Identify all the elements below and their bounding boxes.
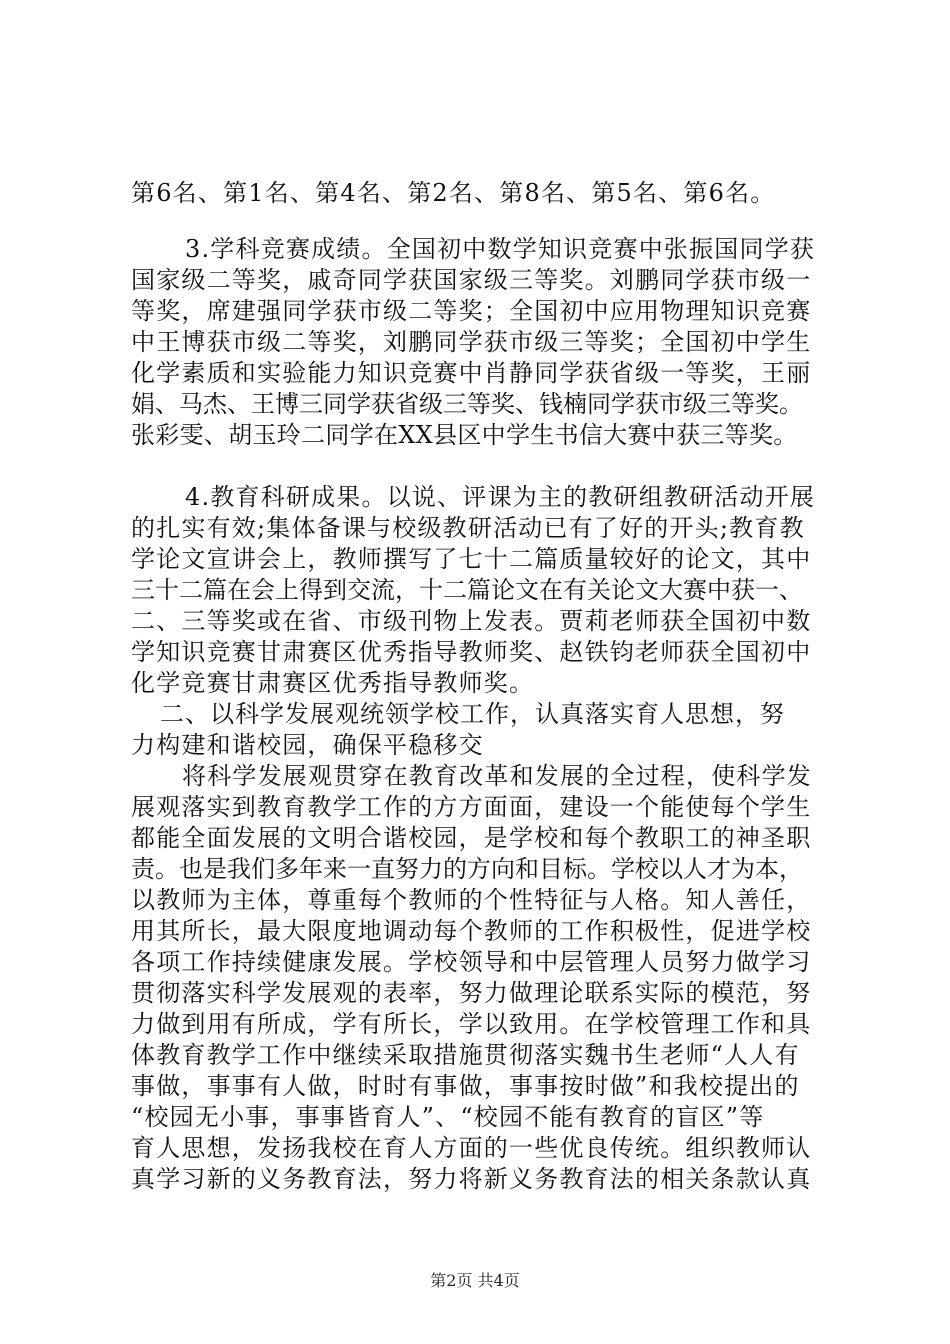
text-line: 学论文宣讲会上，教师撰写了七十二篇质量较好的论文，其中: [131, 545, 812, 573]
text-line: 体教育教学工作中继续采取措施贯彻落实魏书生老师“人人有: [131, 1041, 800, 1069]
text-line: 责。也是我们多年来一直努力的方向和目标。学校以人才为本，: [131, 855, 803, 883]
text-line: 将科学发展观贯穿在教育改革和发展的全过程，使科学发: [182, 762, 812, 790]
text-line: 娟、马杰、王博三同学获省级三等奖、钱楠同学获市级三等奖。: [131, 390, 803, 418]
text-line: 贯彻落实科学发展观的表率，努力做理论联系实际的模范，努: [131, 979, 812, 1007]
text-line: 化学竞赛甘肃赛区优秀指导教师奖。: [131, 669, 535, 697]
text-line: 国家级二等奖，戚奇同学获国家级三等奖。刘鹏同学获市级一: [131, 266, 812, 294]
text-line: 3.学科竞赛成绩。全国初中数学知识竞赛中张振国同学获: [185, 235, 816, 263]
text-line: 育人思想，发扬我校在育人方面的一些优良传统。组织教师认: [131, 1134, 812, 1162]
text-line: 二、三等奖或在省、市级刊物上发表。贾莉老师获全国初中数: [131, 607, 812, 635]
text-line: 力做到用有所成，学有所长，学以致用。在学校管理工作和具: [131, 1010, 812, 1038]
section-heading-line: 力构建和谐校园，确保平稳移交: [131, 731, 484, 759]
text-line: 展观落实到教育教学工作的方方面面，建设一个能使每个学生: [131, 793, 812, 821]
text-line: 用其所长，最大限度地调动每个教师的工作积极性，促进学校: [131, 917, 812, 945]
text-line: 事做，事事有人做，时时有事做，事事按时做”和我校提出的: [131, 1072, 800, 1100]
text-line: 三十二篇在会上得到交流，十二篇论文在有关论文大赛中获一、: [131, 576, 803, 604]
page-footer: 第2页 共4页: [430, 1271, 520, 1290]
text-line: 化学素质和实验能力知识竞赛中肖静同学获省级一等奖，王丽: [131, 359, 812, 387]
text-line: 以教师为主体，尊重每个教师的个性特征与人格。知人善任，: [131, 886, 812, 914]
text-line: 真学习新的义务教育法，努力将新义务教育法的相关条款认真: [131, 1165, 812, 1193]
text-line: 等奖，席建强同学获市级二等奖；全国初中应用物理知识竞赛: [131, 297, 812, 325]
text-line: 中王博获市级二等奖，刘鹏同学获市级三等奖；全国初中学生: [131, 328, 812, 356]
text-line: 第6名、第1名、第4名、第2名、第8名、第5名、第6名。: [131, 179, 776, 207]
text-line: 的扎实有效;集体备课与校级教研活动已有了好的开头;教育教: [131, 514, 805, 542]
text-line: 学知识竞赛甘肃赛区优秀指导教师奖、赵铁钧老师获全国初中: [131, 638, 812, 666]
text-line: 4.教育科研成果。以说、评课为主的教研组教研活动开展: [185, 483, 816, 511]
text-line: 都能全面发展的文明合谐校园，是学校和每个教职工的神圣职: [131, 824, 812, 852]
text-line: “校园无小事，事事皆育人”、“校园不能有教育的盲区”等: [131, 1103, 765, 1131]
text-line: 各项工作持续健康发展。学校领导和中层管理人员努力做学习: [131, 948, 812, 976]
text-line: 张彩雯、胡玉玲二同学在XX县区中学生书信大赛中获三等奖。: [131, 421, 798, 449]
section-heading-line: 二、以科学发展观统领学校工作，认真落实育人思想，努: [160, 700, 785, 728]
